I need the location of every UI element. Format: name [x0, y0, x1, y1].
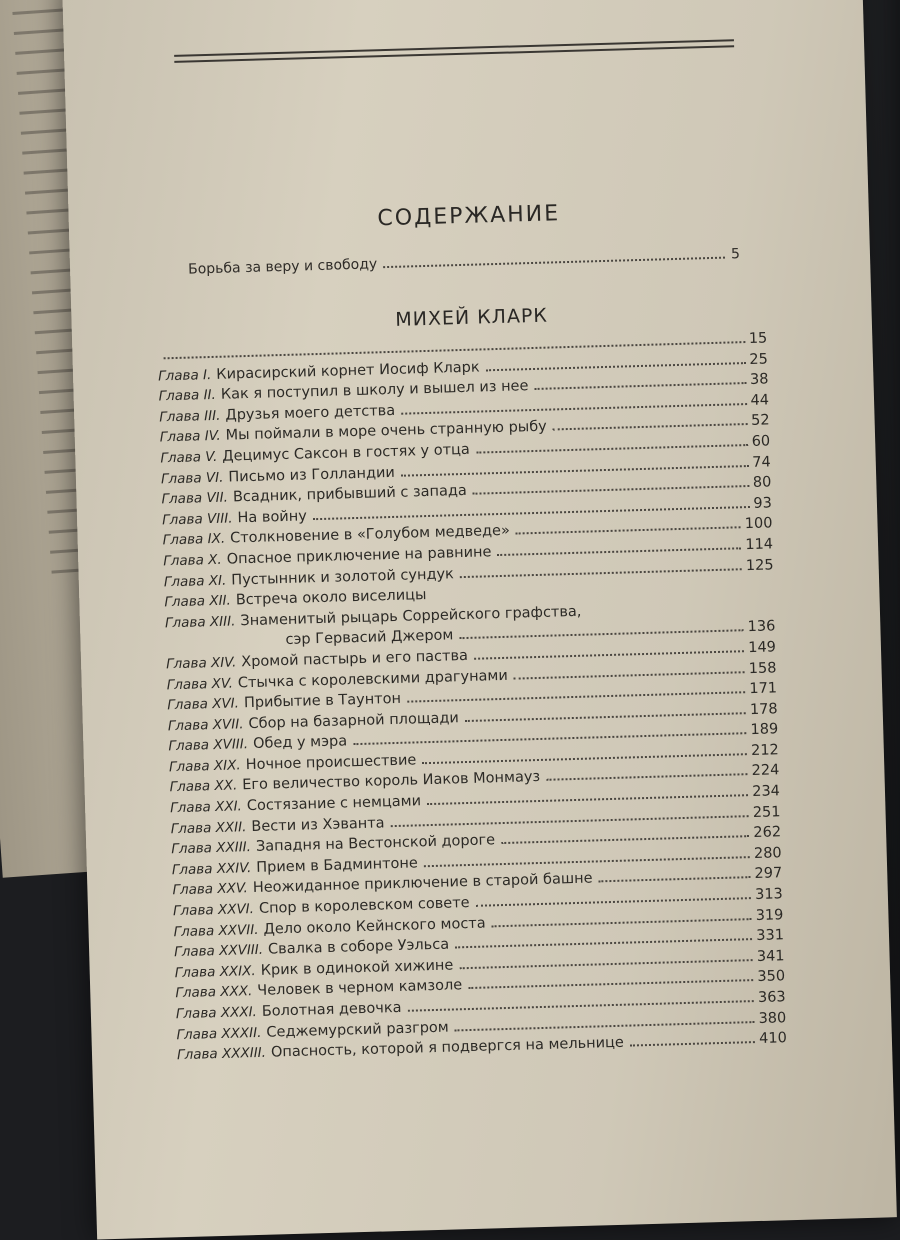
chapter-number: Глава XVII. — [167, 715, 244, 735]
chapter-number: Глава XII. — [164, 592, 232, 611]
chapter-title: сэр Гервасий Джером — [285, 627, 454, 649]
chapter-number: Глава XXXI. — [175, 1003, 258, 1023]
leader-dots — [546, 774, 748, 782]
chapter-page: 234 — [752, 783, 781, 801]
chapter-title: Обед у мэра — [252, 733, 348, 753]
leader-dots — [468, 979, 753, 989]
chapter-number: Глава XXX. — [175, 983, 253, 1002]
chapter-page: 52 — [750, 412, 770, 430]
leader-dots — [401, 403, 746, 415]
table-of-contents — [157, 330, 787, 1068]
chapter-title: Мы поймали в море очень странную рыбу — [225, 419, 548, 444]
chapter-number: Глава XXV. — [172, 880, 249, 899]
leader-dots — [516, 527, 741, 535]
chapter-title: Свалка в соборе Уэльса — [267, 936, 450, 958]
chapter-title: Неожиданное приключение в старой башне — [252, 870, 593, 897]
leader-dots — [427, 794, 748, 805]
leader-dots — [501, 835, 749, 844]
chapter-number: Глава XVI. — [167, 695, 240, 714]
chapter-number: Глава XXIV. — [171, 859, 252, 879]
chapter-title: Столкновение в «Голубом медведе» — [229, 523, 511, 547]
leader-dots — [486, 362, 746, 371]
chapter-number: Глава III. — [159, 407, 221, 426]
leader-dots — [476, 444, 748, 454]
chapter-page: 331 — [756, 927, 785, 945]
leader-dots — [455, 938, 752, 948]
chapter-page: 100 — [744, 515, 773, 533]
chapter-title: Спор в королевском совете — [258, 895, 470, 917]
chapter-page: 224 — [751, 762, 780, 780]
chapter-page: 171 — [749, 680, 778, 698]
leader-dots — [492, 918, 752, 927]
chapter-page: 380 — [758, 1009, 787, 1027]
leader-dots — [459, 630, 743, 640]
chapter-title: Друзья моего детства — [225, 402, 396, 424]
chapter-page: 350 — [757, 968, 786, 986]
chapter-title: Встреча около виселицы — [235, 587, 427, 609]
chapter-number: Глава XXIII. — [171, 839, 252, 858]
chapter-page: 80 — [752, 474, 772, 492]
chapter-page: 410 — [758, 1030, 788, 1048]
chapter-page: 158 — [748, 659, 777, 677]
chapter-page: 25 — [749, 351, 769, 368]
chapter-page: 341 — [756, 948, 785, 965]
chapter-title: Хромой пастырь и его паства — [241, 647, 469, 671]
leader-dots — [455, 1021, 755, 1031]
leader-dots — [599, 877, 751, 883]
leader-dots — [460, 568, 742, 578]
chapter-number: Глава XXVI. — [172, 901, 255, 920]
chapter-title: Болотная девочка — [261, 999, 402, 1020]
chapter-page: 136 — [747, 618, 776, 636]
preface-page: 5 — [730, 246, 741, 263]
page-title: СОДЕРЖАНИЕ — [377, 201, 561, 232]
chapter-title: Опасное приключение на равнине — [226, 544, 492, 568]
chapter-page: 297 — [754, 865, 783, 883]
chapter-number: Глава XXVIII. — [173, 941, 264, 961]
leader-dots — [534, 382, 746, 390]
chapter-number: Глава VI. — [160, 469, 224, 487]
chapter-number: Глава XIII. — [164, 613, 236, 632]
chapter-number: Глава XXIX. — [174, 962, 256, 982]
chapter-title: Децимус Саксон в гостях у отца — [222, 441, 471, 465]
chapter-page: 189 — [750, 721, 779, 739]
chapter-title: Прием в Бадминтоне — [256, 855, 419, 876]
chapter-page: 313 — [754, 886, 784, 904]
chapter-page: 178 — [749, 700, 778, 718]
chapter-title: Письмо из Голландии — [228, 464, 396, 486]
chapter-title: Человек в черном камзоле — [257, 977, 463, 1000]
chapter-number: Глава XVIII. — [168, 736, 249, 755]
chapter-number: Глава XXII. — [170, 818, 247, 837]
leader-dots — [353, 732, 746, 745]
chapter-number: Глава XX. — [169, 777, 238, 796]
leader-dots — [422, 753, 747, 764]
chapter-page: 44 — [750, 392, 770, 409]
section-start-page: 15 — [748, 330, 768, 347]
leader-dots — [553, 423, 747, 430]
chapter-number: Глава XXVII. — [173, 921, 259, 940]
chapter-page: 363 — [757, 989, 786, 1006]
chapter-number: Глава II. — [158, 387, 217, 405]
chapter-title: Седжемурский разгром — [266, 1019, 449, 1041]
leader-dots — [391, 815, 749, 827]
leader-dots — [401, 465, 749, 477]
chapter-title: Опасность, которой я подвергся на мельнице — [270, 1034, 625, 1061]
chapter-number: Глава XXXIII. — [176, 1044, 267, 1064]
chapter-title: Кирасирский корнет Иосиф Кларк — [216, 359, 480, 383]
chapter-title: Дело около Кейнского моста — [263, 915, 486, 938]
chapter-title: Знаменитый рыцарь Соррейского графства, — [240, 603, 582, 629]
leader-dots — [383, 257, 725, 269]
chapter-number: Глава XXI. — [169, 798, 243, 817]
leader-dots — [408, 1000, 755, 1012]
chapter-title: Стычка с королевскими драгунами — [237, 667, 509, 691]
chapter-page: 251 — [752, 803, 781, 821]
chapter-number: Глава IV. — [159, 428, 221, 446]
chapter-page: 262 — [753, 824, 782, 842]
preface-entry — [188, 246, 740, 277]
leader-dots — [476, 897, 752, 907]
chapter-number: Глава XIV. — [165, 654, 237, 673]
chapter-page: 93 — [753, 495, 773, 512]
leader-dots — [630, 1041, 755, 1047]
chapter-page: 149 — [748, 639, 777, 657]
chapter-title: Как я поступил в школу и вышел из нее — [220, 378, 529, 403]
leader-dots — [465, 712, 746, 722]
chapter-page: 38 — [749, 371, 769, 389]
chapter-page: 74 — [752, 453, 771, 471]
chapter-page: 125 — [745, 556, 774, 574]
chapter-number: Глава V. — [160, 448, 218, 467]
leader-dots — [459, 959, 753, 969]
leader-dots — [514, 671, 745, 679]
chapter-title: Крик в одинокой хижине — [260, 957, 454, 979]
chapter-page: 114 — [745, 536, 774, 554]
chapter-title: Ночное происшествие — [245, 752, 417, 774]
chapter-title: На войну — [237, 508, 308, 527]
chapter-title: Сбор на базарной площади — [248, 709, 460, 732]
chapter-number: Глава IX. — [162, 531, 226, 549]
chapter-title: Всадник, прибывший с запада — [232, 483, 468, 506]
chapter-title: Состязание с немцами — [246, 793, 422, 815]
section-title: МИХЕЙ КЛАРК — [394, 304, 549, 331]
preface-label: Борьба за веру и свободу — [187, 256, 378, 278]
chapter-number: Глава X. — [163, 551, 222, 570]
leader-dots — [497, 547, 741, 556]
leader-dots — [474, 650, 744, 660]
chapter-page: 60 — [751, 433, 771, 450]
chapter-page: 212 — [750, 742, 780, 759]
contents-page — [62, 0, 897, 1240]
chapter-number: Глава XXXII. — [176, 1024, 262, 1043]
chapter-number: Глава XI. — [163, 572, 227, 590]
chapter-title: Вести из Хэванта — [251, 814, 385, 835]
chapter-title: Его величество король Иаков Монмауз — [242, 769, 541, 794]
chapter-title: Прибытие в Таунтон — [243, 690, 402, 712]
chapter-page: 280 — [753, 845, 782, 862]
leader-dots — [473, 485, 749, 495]
chapter-number: Глава XIX. — [168, 757, 241, 776]
chapter-page: 319 — [755, 906, 784, 924]
leader-dots — [407, 691, 745, 702]
chapter-number: Глава VII. — [161, 489, 229, 508]
leader-dots — [424, 856, 750, 867]
chapter-number: Глава VIII. — [161, 510, 233, 529]
chapter-number: Глава I. — [157, 366, 212, 385]
chapter-title: Западня на Вестонской дороге — [255, 832, 496, 856]
chapter-title: Пустынник и золотой сундук — [231, 565, 455, 589]
chapter-number: Глава XV. — [166, 675, 234, 693]
